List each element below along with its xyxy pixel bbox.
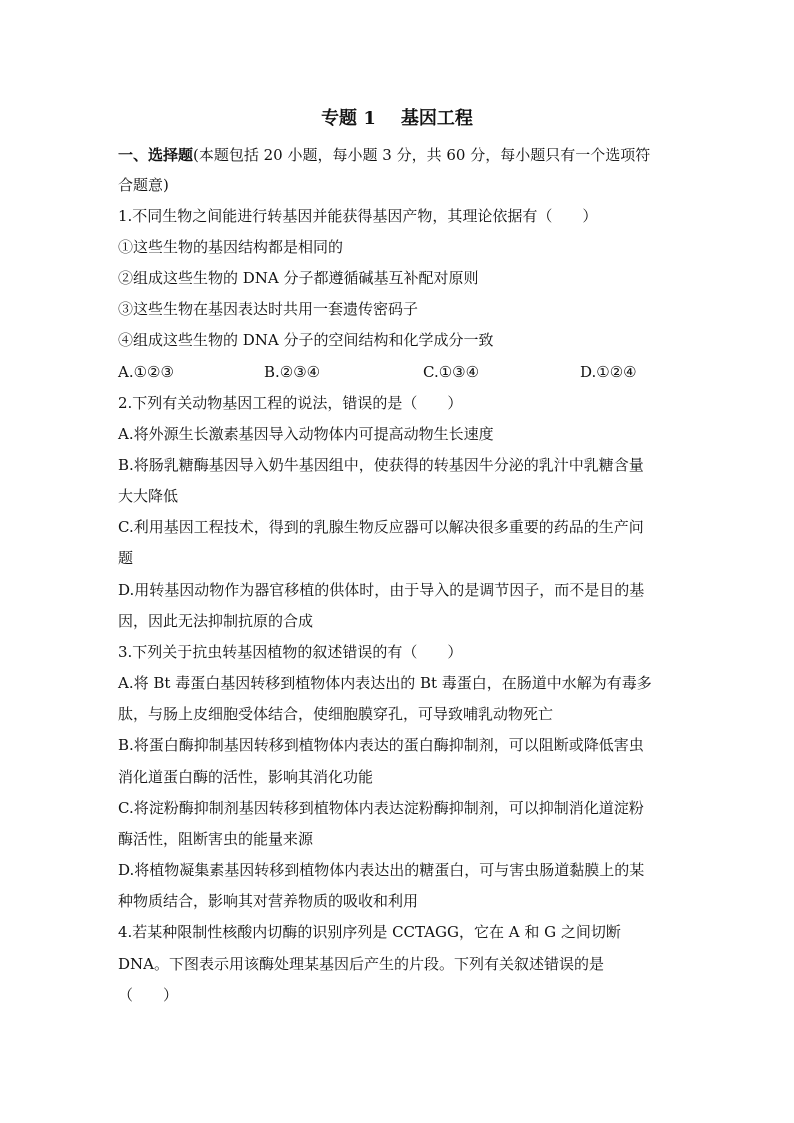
section-heading-line: [118, 145, 684, 165]
q4-stem: 4.若某种限制性核酸内切酶的识别序列是 CCTAGG，它在 A 和 G 之间切断: [118, 923, 621, 941]
q2-option-d-cont: 因，因此无法抑制抗原的合成: [118, 612, 314, 630]
q2-option-c: C.利用基因工程技术，得到的乳腺生物反应器可以解决很多重要的药品的生产问: [118, 518, 644, 536]
q4-stem-cont: DNA。下图表示用该酶处理某基因后产生的片段。下列有关叙述错误的是: [118, 955, 604, 973]
q1-stem: 1.不同生物之间能进行转基因并能获得基因产物，其理论依据有（ ）: [118, 207, 598, 225]
q1-option-d: D.①②④: [580, 363, 637, 381]
q1-statement-2: ②组成这些生物的 DNA 分子都遵循碱基互补配对原则: [118, 269, 479, 287]
page-title: 专题 1 基因工程: [321, 108, 473, 129]
q3-stem: 3.下列关于抗虫转基因植物的叙述错误的有（ ）: [118, 643, 463, 661]
section-note-cont: 合题意): [118, 176, 169, 194]
q2-option-a: A.将外源生长激素基因导入动物体内可提高动物生长速度: [118, 425, 494, 443]
q1-option-a: A.①②③: [118, 363, 174, 381]
q2-option-d: D.用转基因动物作为器官移植的供体时，由于导入的是调节因子，而不是目的基: [118, 581, 645, 599]
q1-option-b: B.②③④: [264, 363, 321, 381]
q4-answer-blank: （ ）: [118, 986, 179, 1004]
q2-stem: 2.下列有关动物基因工程的说法，错误的是（ ）: [118, 394, 463, 412]
q2-option-b: B.将肠乳糖酶基因导入奶牛基因组中，使获得的转基因牛分泌的乳汁中乳糖含量: [118, 456, 644, 474]
q3-option-b: B.将蛋白酶抑制基因转移到植物体内表达的蛋白酶抑制剂，可以阻断或降低害虫: [118, 736, 644, 754]
section-heading: 一、选择题: [118, 146, 194, 164]
q3-option-d-cont: 种物质结合，影响其对营养物质的吸收和利用: [118, 892, 419, 910]
q3-option-a: A.将 Bt 毒蛋白基因转移到植物体内表达出的 Bt 毒蛋白，在肠道中水解为有毒多: [118, 674, 652, 692]
q1-option-c: C.①③④: [423, 363, 480, 381]
q3-option-c-cont: 酶活性，阻断害虫的能量来源: [118, 830, 314, 848]
q3-option-d: D.将植物凝集素基因转移到植物体内表达出的糖蛋白，可与害虫肠道黏膜上的某: [118, 861, 645, 879]
q1-statement-1: ①这些生物的基因结构都是相同的: [118, 238, 344, 256]
q3-option-c: C.将淀粉酶抑制剂基因转移到植物体内表达淀粉酶抑制剂，可以抑制消化道淀粉: [118, 799, 644, 817]
q3-option-a-cont: 肽，与肠上皮细胞受体结合，使细胞膜穿孔，可导致哺乳动物死亡: [118, 705, 554, 723]
q1-statement-3: ③这些生物在基因表达时共用一套遗传密码子: [118, 300, 419, 318]
q3-option-b-cont: 消化道蛋白酶的活性，影响其消化功能: [118, 768, 374, 786]
q2-option-c-cont: 题: [118, 549, 134, 567]
section-note: (本题包括 20 小题，每小题 3 分，共 60 分，每小题只有一个选项符: [193, 146, 651, 164]
q1-statement-4: ④组成这些生物的 DNA 分子的空间结构和化学成分一致: [118, 331, 494, 349]
q2-option-b-cont: 大大降低: [118, 487, 179, 505]
